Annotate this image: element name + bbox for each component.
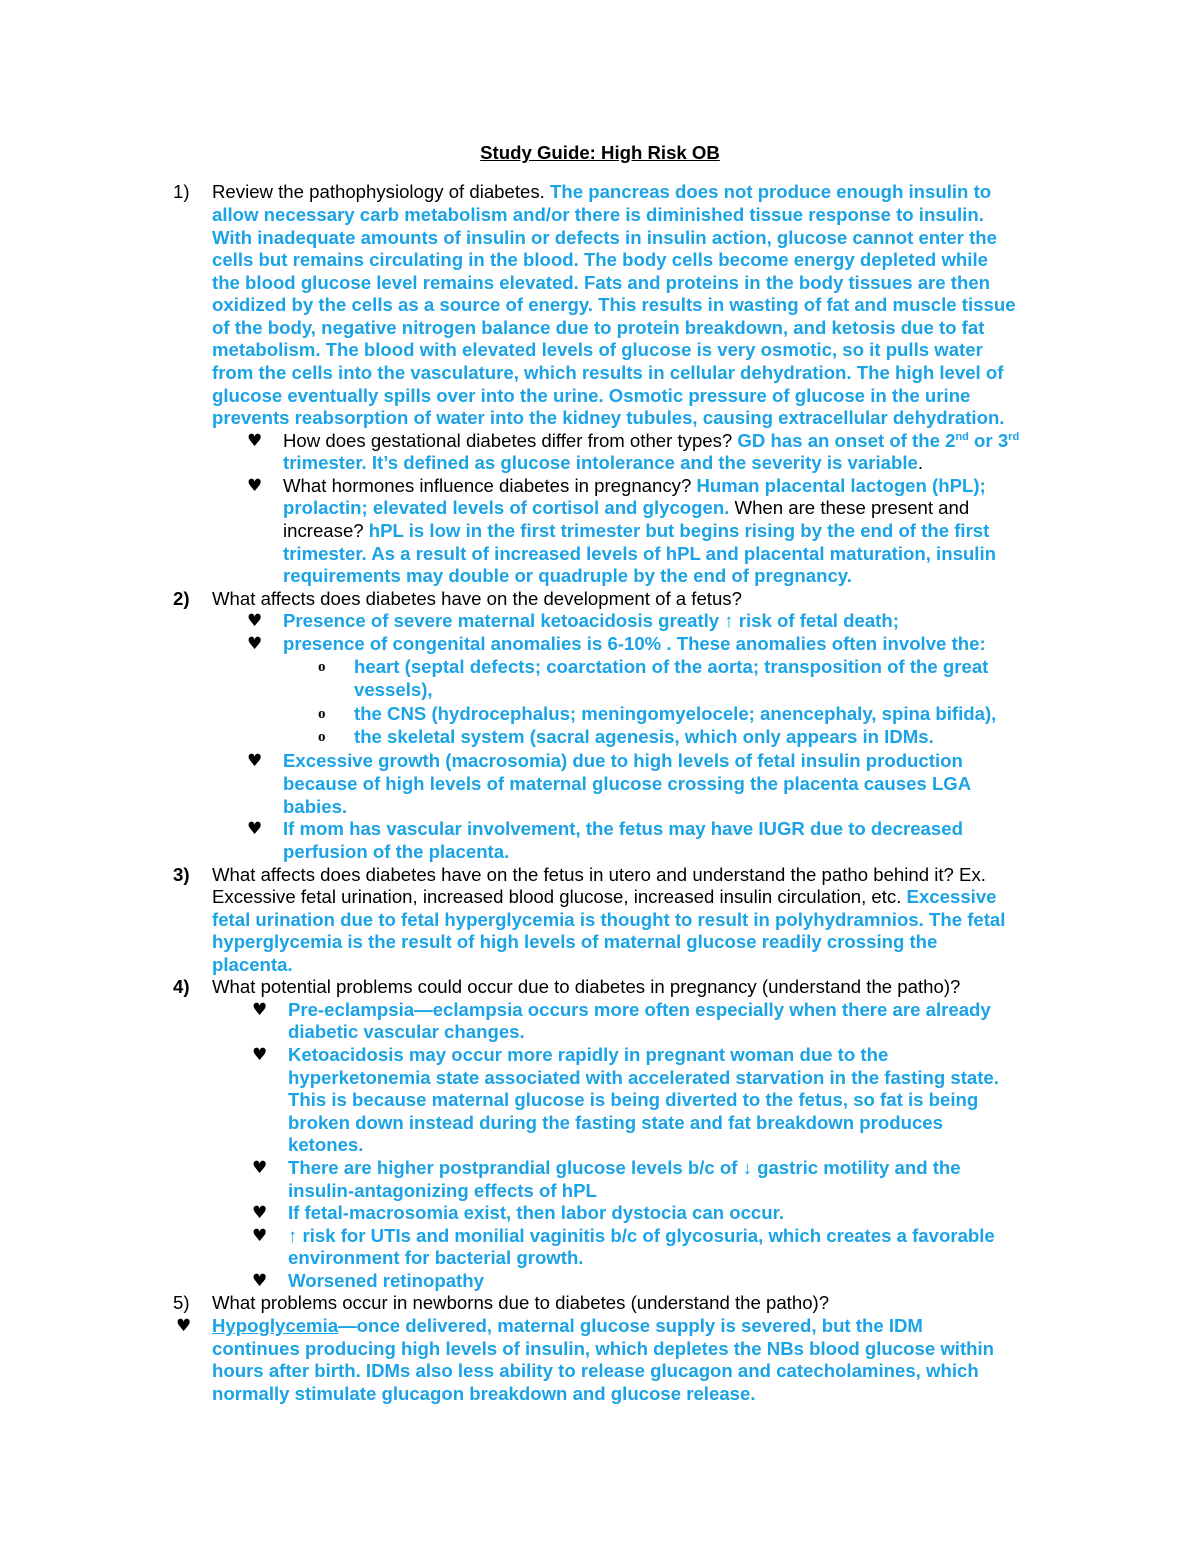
- q2-bullet-1: Presence of severe maternal ketoacidosis greatly ↑ risk of fetal death;: [283, 610, 899, 631]
- answer-1-line-2: allow necessary carb metabolism and/or there is diminished tissue response to insulin.: [212, 204, 984, 225]
- heart-bullet-icon: ♥: [247, 611, 263, 631]
- q2-bullet-4-line-1: If mom has vascular involvement, the fetus may have IUGR due to decreased: [283, 818, 963, 839]
- heart-bullet-icon: ♥: [252, 1158, 268, 1178]
- q1-bullet-2-answer-a: Human placental lactogen (hPL);: [691, 475, 986, 496]
- q2-bullet-2: presence of congenital anomalies is 6-10% . These anomalies often involve the:: [283, 633, 986, 654]
- q5-bullet-1-line-1: [212, 1315, 923, 1338]
- heart-bullet-icon: ♥: [252, 1226, 268, 1246]
- q1-bullet-2-question-c: increase?: [283, 520, 364, 541]
- question-5-number: 5): [173, 1292, 190, 1313]
- question-5-text: What problems occur in newborns due to diabetes (understand the patho)?: [212, 1292, 830, 1313]
- page-title: Study Guide: High Risk OB: [480, 142, 720, 163]
- q5-bullet-1-line-2: continues producing high levels of insulin, which depletes the NBs blood glucose within: [212, 1338, 995, 1359]
- q1-bullet-1-answer-c: trimester. It’s defined as glucose intolerance and the severity is variable: [283, 452, 918, 473]
- q4-bullet-4: If fetal-macrosomia exist, then labor dystocia can occur.: [288, 1202, 784, 1223]
- answer-3-line-2: fetal urination due to fetal hyperglycemia is thought to result in polyhydramnios. The fetal: [212, 909, 1006, 930]
- q4-bullet-2-line-5: ketones.: [288, 1134, 364, 1155]
- q2-bullet-4-line-2: perfusion of the placenta.: [283, 841, 510, 862]
- q1-bullet-2-line-4: trimester. As a result of increased levels of hPL and placental maturation, insulin: [283, 543, 996, 564]
- q4-bullet-2-line-4: broken down instead during the fasting state and fat breakdown produces: [288, 1112, 943, 1133]
- q4-bullet-5-line-2: environment for bacterial growth.: [288, 1247, 584, 1268]
- question-3-text-b: Excessive fetal urination, increased blood glucose, increased insulin circulation, etc.: [212, 886, 902, 907]
- q1-bullet-2-answer-b: prolactin; elevated levels of cortisol and glycogen.: [283, 497, 730, 518]
- q1-bullet-2-answer-c: hPL is low in the first trimester but begins rising by the end of the first: [363, 520, 990, 541]
- q5-bullet-1-line-3: hours after birth. IDMs also less ability to release glucagon and catecholamines, which: [212, 1360, 979, 1381]
- q2-bullet-3-line-2: because of high levels of maternal glucose crossing the placenta causes LGA: [283, 773, 972, 794]
- heart-bullet-icon: ♥: [247, 431, 263, 451]
- answer-1-line-10: glucose eventually spills over into the urine. Osmotic pressure of glucose in the urine: [212, 385, 971, 406]
- heart-bullet-icon: ♥: [252, 1045, 268, 1065]
- q2-bullet-3-line-3: babies.: [283, 796, 348, 817]
- q4-bullet-6: Worsened retinopathy: [288, 1270, 484, 1291]
- heart-bullet-icon: ♥: [252, 1271, 268, 1291]
- q1-bullet-1-answer-a: GD has an onset of the 2: [732, 430, 956, 451]
- q2-sub-3: the skeletal system (sacral agenesis, which only appears in IDMs.: [354, 726, 934, 747]
- answer-1-line-6: oxidized by the cells as a source of energy. This results in wasting of fat and muscle tissue: [212, 294, 1016, 315]
- q1-bullet-1-question: How does gestational diabetes differ from other types?: [283, 430, 733, 451]
- question-2-number: 2): [173, 588, 190, 609]
- q1-bullet-2-question: What hormones influence diabetes in pregnancy?: [283, 475, 692, 496]
- answer-3-line-1: Excessive: [901, 886, 997, 907]
- answer-1-line-8: metabolism. The blood with elevated levels of glucose is very osmotic, so it pulls water: [212, 339, 983, 360]
- superscript-nd: nd: [955, 430, 969, 443]
- question-1-line-1: [212, 181, 991, 204]
- question-3-line-2: [212, 886, 997, 909]
- question-4-text: What potential problems could occur due to diabetes in pregnancy (understand the patho)?: [212, 976, 961, 997]
- heart-bullet-icon: ♥: [247, 751, 263, 771]
- answer-3-line-4: placenta.: [212, 954, 293, 975]
- q4-bullet-1-line-2: diabetic vascular changes.: [288, 1021, 525, 1042]
- question-4-number: 4): [173, 976, 190, 997]
- question-2-text: What affects does diabetes have on the development of a fetus?: [212, 588, 742, 609]
- question-1-number: 1): [173, 181, 190, 202]
- q1-bullet-2-line-1: [283, 475, 986, 498]
- q1-bullet-1-line-1: [283, 430, 1019, 453]
- q1-bullet-2-question-b: When are these present and: [729, 497, 970, 518]
- q4-bullet-5-line-1: ↑ risk for UTIs and monilial vaginitis b/c of glycosuria, which creates a favorable: [288, 1225, 995, 1246]
- answer-1-line-3: With inadequate amounts of insulin or defects in insulin action, glucose cannot enter the: [212, 227, 997, 248]
- question-1-text: Review the pathophysiology of diabetes.: [212, 181, 545, 202]
- heart-bullet-icon: ♥: [252, 1203, 268, 1223]
- q1-bullet-2-line-5: requirements may double or quadruple by the end of pregnancy.: [283, 565, 852, 586]
- q4-bullet-2-line-2: hyperketonemia state associated with accelerated starvation in the fasting state.: [288, 1067, 999, 1088]
- heart-bullet-icon: ♥: [247, 476, 263, 496]
- answer-1-line-9: from the cells into the vasculature, which results in cellular dehydration. The high level of: [212, 362, 1004, 383]
- heart-bullet-icon: ♥: [252, 1000, 268, 1020]
- circle-bullet-icon: o: [318, 659, 326, 675]
- q1-bullet-2-line-2: [283, 497, 969, 520]
- q5-bullet-1-line-4: normally stimulate glucagon breakdown and glucose release.: [212, 1383, 756, 1404]
- superscript-rd: rd: [1008, 430, 1020, 443]
- q2-sub-1-line-2: vessels),: [354, 679, 433, 700]
- question-3-line-1: What affects does diabetes have on the fetus in utero and understand the patho behind it? Ex.: [212, 864, 986, 885]
- q1-bullet-1-answer-b: or 3: [968, 430, 1009, 451]
- q4-bullet-3-line-1: There are higher postprandial glucose levels b/c of ↓ gastric motility and the: [288, 1157, 961, 1178]
- q2-sub-2: the CNS (hydrocephalus; meningomyelocele; anencephaly, spina bifida),: [354, 703, 997, 724]
- answer-1-line-1: The pancreas does not produce enough insulin to: [544, 181, 992, 202]
- answer-1-line-5: the blood glucose level remains elevated. Fats and proteins in the body tissues are then: [212, 272, 991, 293]
- hypoglycemia-term: Hypoglycemia: [212, 1315, 339, 1336]
- q5-bullet-1-text-a: —once delivered, maternal glucose supply is severed, but the IDM: [338, 1315, 923, 1336]
- answer-3-line-3: hyperglycemia is the result of high levels of maternal glucose readily crossing the: [212, 931, 938, 952]
- q1-bullet-1-line-2: [283, 452, 923, 475]
- circle-bullet-icon: o: [318, 729, 326, 745]
- q1-bullet-1-period: .: [917, 452, 924, 473]
- q2-bullet-3-line-1: Excessive growth (macrosomia) due to high levels of fetal insulin production: [283, 750, 963, 771]
- circle-bullet-icon: o: [318, 706, 326, 722]
- heart-bullet-icon: ♥: [176, 1316, 192, 1336]
- heart-bullet-icon: ♥: [247, 819, 263, 839]
- answer-1-line-4: cells but remains circulating in the blood. The body cells become energy depleted while: [212, 249, 988, 270]
- q2-sub-1-line-1: heart (septal defects; coarctation of the aorta; transposition of the great: [354, 656, 989, 677]
- answer-1-line-11: prevents reabsorption of water into the kidney tubules, causing extracellular dehydration.: [212, 407, 1005, 428]
- q4-bullet-3-line-2: insulin-antagonizing effects of hPL: [288, 1180, 597, 1201]
- heart-bullet-icon: ♥: [247, 634, 263, 654]
- question-3-number: 3): [173, 864, 190, 885]
- answer-1-line-7: of the body, negative nitrogen balance due to protein breakdown, and ketosis due to fat: [212, 317, 985, 338]
- q4-bullet-2-line-1: Ketoacidosis may occur more rapidly in pregnant woman due to the: [288, 1044, 889, 1065]
- q4-bullet-2-line-3: This is because maternal glucose is being diverted to the fetus, so fat is being: [288, 1089, 979, 1110]
- q1-bullet-2-line-3: [283, 520, 989, 543]
- q4-bullet-1-line-1: Pre-eclampsia—eclampsia occurs more often especially when there are already: [288, 999, 991, 1020]
